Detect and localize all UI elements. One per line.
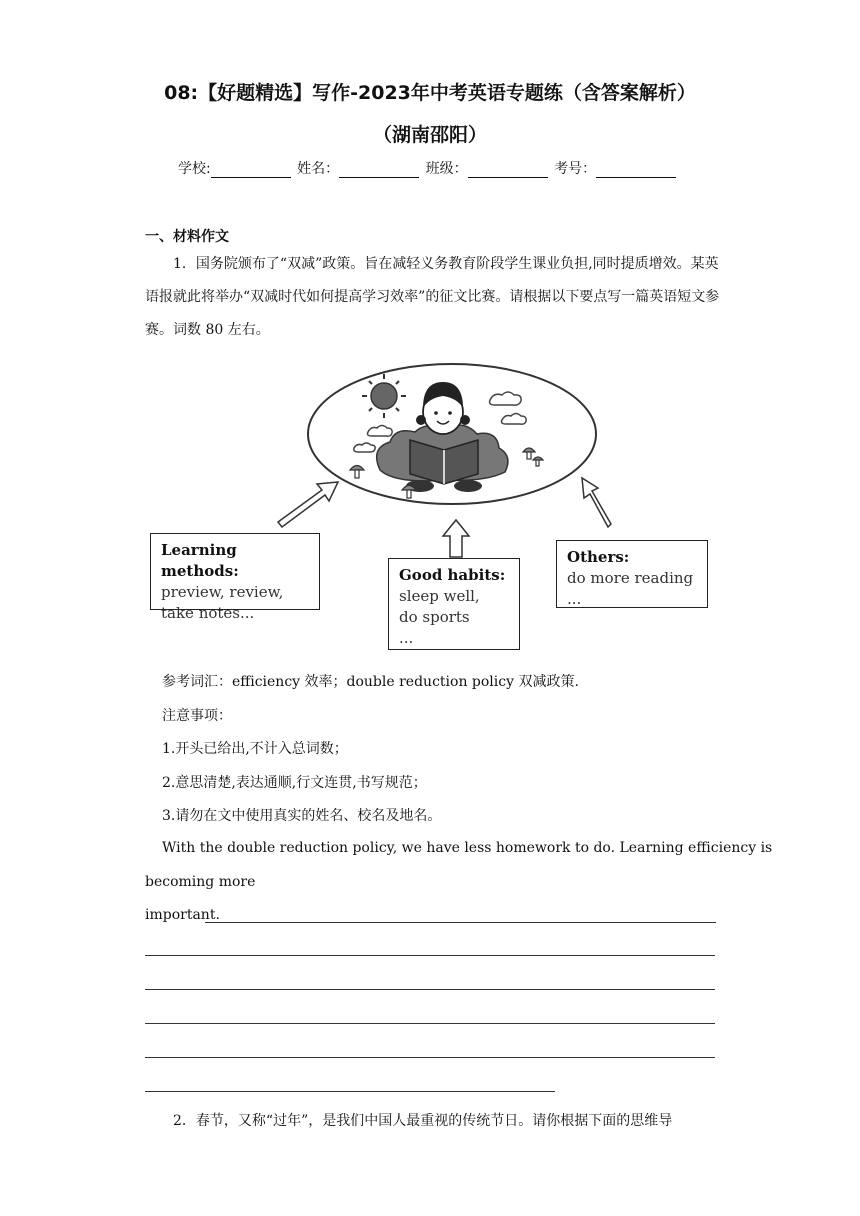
answer-line-1[interactable] <box>205 922 716 923</box>
section-heading: 一、材料作文 <box>145 229 229 245</box>
learning-methods-line1: preview, review, <box>161 583 284 601</box>
answer-line-3[interactable] <box>145 989 715 990</box>
question-1-text: 1．国务院颁布了“双减”政策。旨在减轻义务教育阶段学生课业负担,同时提质增效。某英语报就此将举办“双减时代如何提高学习效率”的征文比赛。请根据以下要点写一篇英语短文参赛。词数 80 左右。 <box>145 256 720 338</box>
answer-line-5[interactable] <box>145 1057 715 1058</box>
student-info <box>178 158 678 178</box>
writing-prompt-diagram <box>140 360 720 655</box>
others-line1: do more reading <box>567 569 694 587</box>
exam-no-label: 考号： <box>554 161 597 177</box>
learning-methods-heading: Learning methods: <box>161 541 239 580</box>
school-field[interactable] <box>211 163 291 178</box>
arrow-up-right-icon <box>278 482 338 527</box>
good-habits-line3: ... <box>399 629 414 647</box>
note-2: 2.意思清楚,表达通顺,行文连贯,书写规范； <box>162 775 427 791</box>
page-subtitle: （湖南邵阳） <box>372 124 487 146</box>
arrow-up-icon <box>443 520 469 557</box>
answer-line-2[interactable] <box>145 955 715 956</box>
good-habits-box <box>388 558 520 650</box>
class-field[interactable] <box>468 163 548 178</box>
opening-sentence-line2: becoming more <box>145 874 256 890</box>
school-label: 学校: <box>178 161 211 177</box>
others-heading: Others: <box>567 548 630 566</box>
reference-vocabulary: 参考词汇：efficiency 效率；double reduction policy 双减政策. <box>162 674 579 690</box>
notes-title: 注意事项： <box>162 708 232 724</box>
others-line2: ... <box>567 590 582 608</box>
arrow-up-left-icon <box>582 478 611 527</box>
page-title: 08:【好题精选】写作-2023年中考英语专题练（含答案解析） <box>164 82 696 104</box>
learning-methods-line2: take notes... <box>161 604 255 622</box>
question-2-text: 2．春节，又称“过年”，是我们中国人最重视的传统节日。请你根据下面的思维导 <box>173 1113 673 1129</box>
opening-sentence-line1: With the double reduction policy, we have less homework to do. Learning efficiency is <box>162 840 773 856</box>
name-label: 姓名： <box>297 161 340 177</box>
answer-line-6[interactable] <box>145 1091 555 1092</box>
good-habits-line2: do sports <box>399 608 470 626</box>
others-box <box>556 540 708 608</box>
opening-sentence-line3: important. <box>145 907 220 923</box>
note-3: 3.请勿在文中使用真实的姓名、校名及地名。 <box>162 808 442 824</box>
learning-methods-box <box>150 533 320 622</box>
good-habits-line1: sleep well, <box>399 587 480 605</box>
class-label: 班级： <box>425 161 468 177</box>
name-field[interactable] <box>339 163 419 178</box>
answer-line-4[interactable] <box>145 1023 715 1024</box>
exam-no-field[interactable] <box>596 163 676 178</box>
note-1: 1.开头已给出,不计入总词数； <box>162 741 348 757</box>
good-habits-heading: Good habits: <box>399 566 506 584</box>
